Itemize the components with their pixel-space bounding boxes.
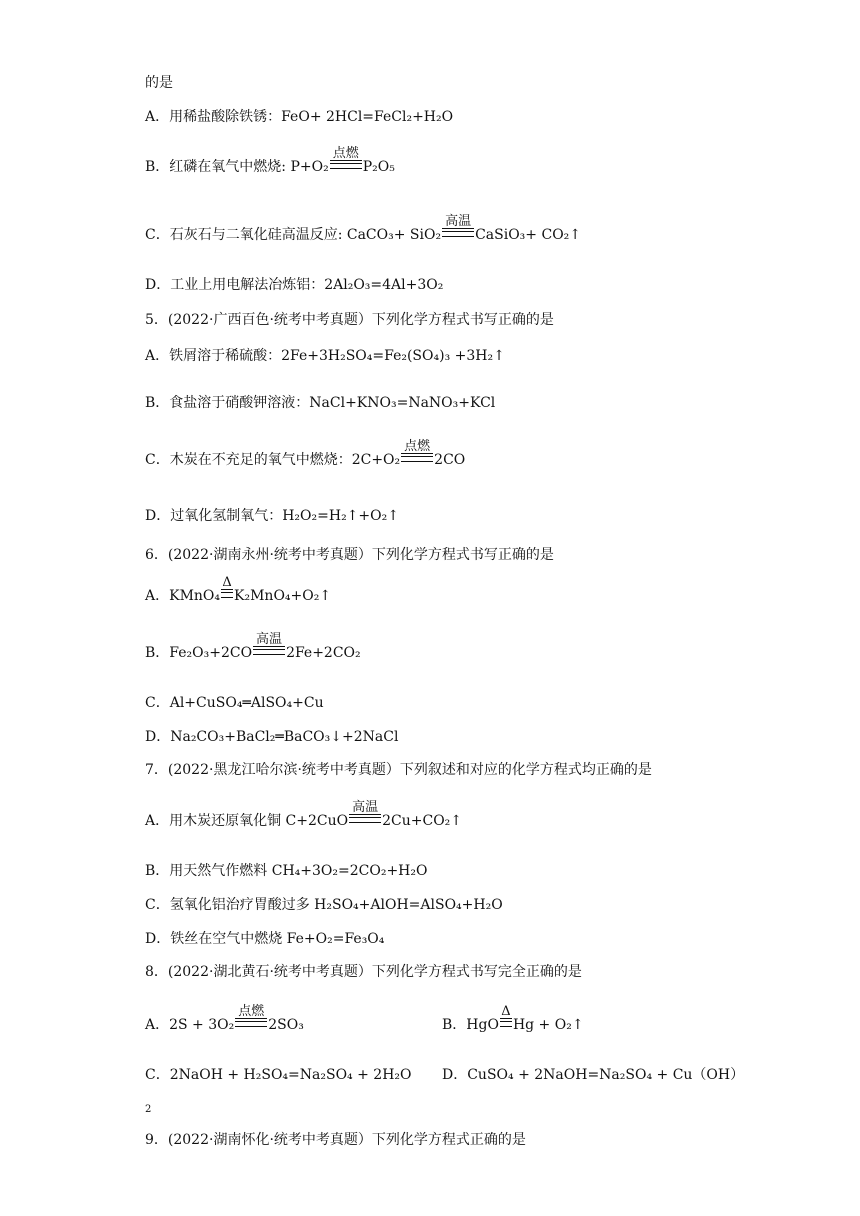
option-6c: C．Al+CuSO₄═AlSO₄+Cu (145, 695, 324, 711)
option-6d: D．Na₂CO₃+BaCl₂═BaCO₃↓+2NaCl (145, 729, 399, 745)
equation-right: 2SO₃ (268, 1017, 304, 1033)
condition-ignite: 点燃 (401, 451, 433, 469)
equation-right: Hg + O₂↑ (512, 1017, 584, 1033)
equation-left: B．HgO (442, 1017, 499, 1033)
option-6a (145, 575, 332, 605)
equation-right: 2Fe+2CO₂ (286, 645, 361, 661)
question-6: 6．(2022·湖南永州·统考中考真题）下列化学方程式书写正确的是 (145, 547, 554, 563)
equation-right: 2Cu+CO₂↑ (382, 813, 463, 829)
equation-left: B．红磷在氧气中燃烧: P+O₂ (145, 159, 329, 175)
option-5b: B．食盐溶于硝酸钾溶液：NaCl+KNO₃=NaNO₃+KCl (145, 395, 496, 411)
option-5c (145, 439, 466, 469)
question-8: 8．(2022·湖北黄石·统考中考真题）下列化学方程式书写完全正确的是 (145, 964, 582, 980)
option-7a (145, 800, 463, 830)
option-4b (145, 146, 395, 176)
equation-left: A．2S + 3O₂ (145, 1017, 235, 1033)
question-5: 5．(2022·广西百色·统考中考真题）下列化学方程式书写正确的是 (145, 312, 554, 328)
question-9: 9．(2022·湖南怀化·统考中考真题）下列化学方程式正确的是 (145, 1132, 526, 1148)
option-7d: D．铁丝在空气中燃烧 Fe+O₂=Fe₃O₄ (145, 931, 385, 947)
condition-high-temp: 高温 (349, 812, 381, 830)
equation-left: C．木炭在不充足的氧气中燃烧：2C+O₂ (145, 452, 401, 468)
option-4a: A．用稀盐酸除铁锈：FeO+ 2HCl=FeCl₂+H₂O (145, 109, 454, 125)
condition-heat: Δ (221, 587, 233, 605)
equation-left: B．Fe₂O₃+2CO (145, 645, 253, 661)
equation-right: P₂O₅ (362, 159, 395, 175)
condition-ignite: 点燃 (235, 1016, 267, 1034)
equation-left: A．用木炭还原氧化铜 C+2CuO (145, 813, 349, 829)
equation-right: CaSiO₃+ CO₂↑ (475, 227, 582, 243)
equation-right: K₂MnO₄+O₂↑ (234, 588, 332, 604)
condition-ignite: 点燃 (330, 158, 362, 176)
option-8d: D．CuSO₄ + 2NaOH=Na₂SO₄ + Cu（OH） (442, 1067, 745, 1083)
option-5d: D．过氧化氢制氧气：H₂O₂=H₂↑+O₂↑ (145, 508, 399, 524)
option-6b (145, 632, 361, 662)
page-number: 2 (145, 1104, 152, 1115)
option-4d: D．工业上用电解法冶炼铝：2Al₂O₃=4Al+3O₂ (145, 277, 444, 293)
option-7b: B．用天然气作燃料 CH₄+3O₂=2CO₂+H₂O (145, 863, 428, 879)
equation-right: 2CO (434, 452, 466, 468)
question-7: 7．(2022·黑龙江哈尔滨·统考中考真题）下列叙述和对应的化学方程式均正确的是 (145, 762, 652, 778)
option-8c: C．2NaOH + H₂SO₄=Na₂SO₄ + 2H₂O (145, 1067, 412, 1083)
option-8b (442, 1004, 584, 1034)
condition-high-temp: 高温 (253, 644, 285, 662)
option-8a (145, 1004, 304, 1034)
option-5a: A．铁屑溶于稀硫酸：2Fe+3H₂SO₄=Fe₂(SO₄)₃ +3H₂↑ (145, 348, 505, 364)
line-continuation: 的是 (145, 75, 173, 91)
condition-heat: Δ (500, 1016, 512, 1034)
option-7c: C．氢氧化铝治疗胃酸过多 H₂SO₄+AlOH=AlSO₄+H₂O (145, 897, 503, 913)
condition-high-temp: 高温 (442, 226, 474, 244)
equation-left: A．KMnO₄ (145, 588, 221, 604)
option-4c (145, 214, 582, 244)
equation-left: C．石灰石与二氧化硅高温反应: CaCO₃+ SiO₂ (145, 227, 442, 243)
